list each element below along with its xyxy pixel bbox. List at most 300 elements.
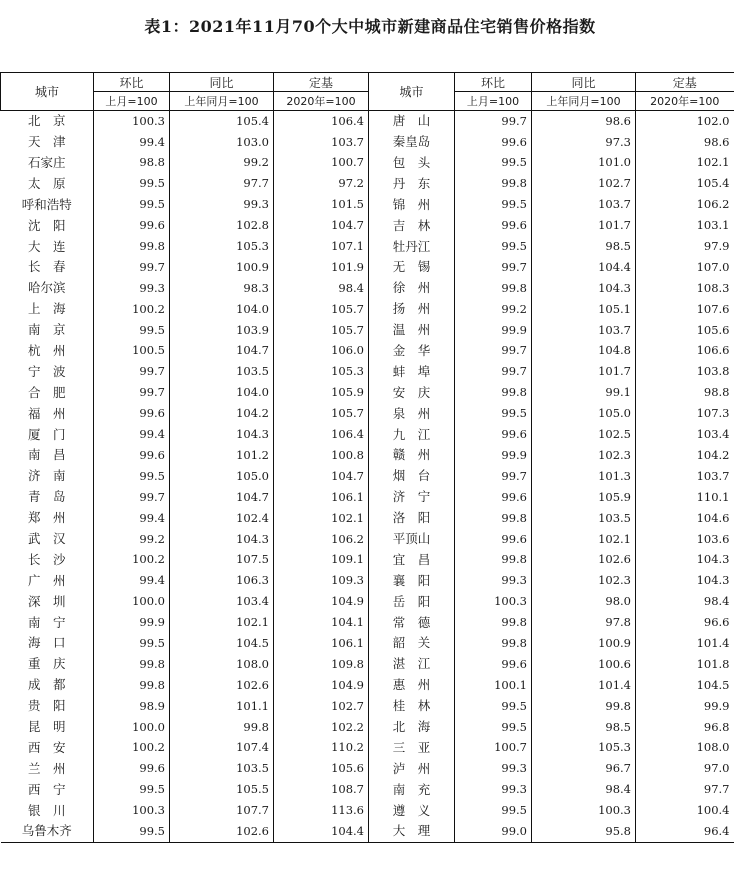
- value-yoy: 100.9: [532, 633, 636, 654]
- value-mom: 99.7: [94, 487, 170, 508]
- value-mom: 99.6: [94, 445, 170, 466]
- value-base: 104.7: [274, 466, 369, 487]
- value-base: 109.8: [274, 654, 369, 675]
- value-base: 98.6: [636, 132, 734, 153]
- value-base: 109.1: [274, 550, 369, 571]
- value-base: 102.0: [636, 111, 734, 132]
- city-name: 大 连: [27, 238, 66, 254]
- value-mom: 99.5: [94, 466, 170, 487]
- value-yoy: 96.7: [532, 759, 636, 780]
- value-mom: 99.8: [94, 675, 170, 696]
- city-name: 平顶山: [369, 529, 455, 550]
- value-yoy: 107.7: [170, 800, 274, 821]
- value-yoy: 98.3: [170, 278, 274, 299]
- subheader-mom-left: 上月=100: [94, 92, 170, 111]
- value-base: 101.9: [274, 257, 369, 278]
- value-base: 104.3: [636, 550, 734, 571]
- value-yoy: 103.7: [532, 195, 636, 216]
- table-row: [1, 821, 734, 842]
- value-base: 97.2: [274, 174, 369, 195]
- value-yoy: 102.3: [532, 445, 636, 466]
- value-base: 103.8: [636, 362, 734, 383]
- value-base: 107.0: [636, 257, 734, 278]
- value-mom: 100.3: [455, 591, 532, 612]
- value-yoy: 102.5: [532, 424, 636, 445]
- city-name: 南 京: [27, 322, 66, 338]
- city-name: 海 口: [27, 635, 66, 651]
- city-name: 呼和浩特: [21, 196, 72, 212]
- value-yoy: 99.3: [170, 195, 274, 216]
- city-name: 南 宁: [27, 614, 66, 630]
- value-base: 106.4: [274, 424, 369, 445]
- value-yoy: 103.9: [170, 320, 274, 341]
- city-name: 合 肥: [27, 384, 66, 400]
- header-yoy-right: 同比: [532, 73, 636, 92]
- value-mom: 99.8: [455, 383, 532, 404]
- city-name: 遵 义: [369, 800, 455, 821]
- value-mom: 99.5: [94, 195, 170, 216]
- value-mom: 99.3: [455, 780, 532, 801]
- value-mom: 99.5: [94, 821, 170, 842]
- value-yoy: 99.1: [532, 383, 636, 404]
- value-yoy: 105.4: [170, 111, 274, 132]
- table-row: [1, 278, 734, 299]
- value-yoy: 100.6: [532, 654, 636, 675]
- value-mom: 99.8: [455, 174, 532, 195]
- value-yoy: 104.4: [532, 257, 636, 278]
- city-name: 襄 阳: [369, 571, 455, 592]
- table-row: [1, 362, 734, 383]
- value-mom: 98.8: [94, 153, 170, 174]
- city-name: 蚌 埠: [369, 362, 455, 383]
- value-base: 99.9: [636, 696, 734, 717]
- table-row: [1, 571, 734, 592]
- table-row: [1, 550, 734, 571]
- value-mom: 100.5: [94, 341, 170, 362]
- value-mom: 99.3: [455, 571, 532, 592]
- header-city-right: 城市: [369, 73, 455, 111]
- value-yoy: 102.7: [532, 174, 636, 195]
- value-yoy: 105.1: [532, 299, 636, 320]
- value-mom: 99.4: [94, 571, 170, 592]
- value-base: 97.7: [636, 780, 734, 801]
- value-base: 100.8: [274, 445, 369, 466]
- city-name: 赣 州: [369, 445, 455, 466]
- value-yoy: 100.3: [532, 800, 636, 821]
- city-name: 济 南: [27, 468, 66, 484]
- value-base: 98.4: [274, 278, 369, 299]
- value-yoy: 105.0: [170, 466, 274, 487]
- city-name: 西 安: [27, 739, 66, 755]
- value-yoy: 98.0: [532, 591, 636, 612]
- city-name: 韶 关: [369, 633, 455, 654]
- value-yoy: 104.5: [170, 633, 274, 654]
- city-name: 洛 阳: [369, 508, 455, 529]
- table-row: [1, 633, 734, 654]
- value-mom: 100.3: [94, 800, 170, 821]
- value-mom: 99.8: [94, 654, 170, 675]
- city-name: 宜 昌: [369, 550, 455, 571]
- value-mom: 99.6: [94, 403, 170, 424]
- value-mom: 100.2: [94, 738, 170, 759]
- value-mom: 99.7: [455, 362, 532, 383]
- value-base: 101.4: [636, 633, 734, 654]
- table-row: [1, 508, 734, 529]
- value-base: 101.5: [274, 195, 369, 216]
- city-name: 常 德: [369, 612, 455, 633]
- value-mom: 99.2: [94, 529, 170, 550]
- value-mom: 99.6: [455, 487, 532, 508]
- header-city-left: 城市: [1, 73, 94, 111]
- city-name: 长 沙: [27, 551, 66, 567]
- table-row: [1, 320, 734, 341]
- city-name: 扬 州: [369, 299, 455, 320]
- city-name: 武 汉: [27, 531, 66, 546]
- value-mom: 99.5: [94, 780, 170, 801]
- value-mom: 99.6: [455, 424, 532, 445]
- city-name: 兰 州: [27, 760, 66, 776]
- city-name: 唐 山: [369, 111, 455, 132]
- value-yoy: 104.0: [170, 299, 274, 320]
- city-name: 福 州: [27, 405, 66, 421]
- value-base: 106.4: [274, 111, 369, 132]
- value-mom: 99.3: [455, 759, 532, 780]
- city-name: 乌鲁木齐: [1, 821, 94, 842]
- header-yoy-left: 同比: [170, 73, 274, 92]
- city-name: 哈尔滨: [27, 280, 66, 296]
- value-yoy: 98.6: [532, 111, 636, 132]
- value-base: 103.7: [636, 466, 734, 487]
- table-row: [1, 759, 734, 780]
- value-base: 108.7: [274, 780, 369, 801]
- value-yoy: 102.1: [170, 612, 274, 633]
- table-row: [1, 800, 734, 821]
- city-name: 锦 州: [369, 195, 455, 216]
- value-base: 102.1: [636, 153, 734, 174]
- value-yoy: 100.9: [170, 257, 274, 278]
- value-mom: 99.6: [455, 132, 532, 153]
- city-name: 牡丹江: [369, 236, 455, 257]
- value-yoy: 104.0: [170, 383, 274, 404]
- city-name: 郑 州: [27, 510, 66, 526]
- city-name: 昆 明: [27, 719, 66, 735]
- value-base: 96.8: [636, 717, 734, 738]
- table-row: [1, 111, 734, 132]
- value-base: 105.6: [636, 320, 734, 341]
- value-mom: 99.5: [455, 696, 532, 717]
- value-yoy: 101.1: [170, 696, 274, 717]
- value-yoy: 103.7: [532, 320, 636, 341]
- value-base: 103.1: [636, 215, 734, 236]
- city-name: 济 宁: [369, 487, 455, 508]
- city-name: 上 海: [27, 301, 66, 317]
- subheader-base-right: 2020年=100: [636, 92, 734, 111]
- value-base: 104.4: [274, 821, 369, 842]
- value-yoy: 104.7: [170, 487, 274, 508]
- value-base: 105.9: [274, 383, 369, 404]
- value-mom: 100.0: [94, 591, 170, 612]
- value-mom: 98.9: [94, 696, 170, 717]
- city-name: 吉 林: [369, 215, 455, 236]
- table-row: [1, 299, 734, 320]
- value-mom: 99.9: [94, 612, 170, 633]
- header-base-right: 定基: [636, 73, 734, 92]
- city-name: 北 京: [27, 113, 66, 129]
- value-base: 103.6: [636, 529, 734, 550]
- value-base: 97.0: [636, 759, 734, 780]
- value-mom: 99.0: [455, 821, 532, 842]
- value-mom: 99.9: [455, 445, 532, 466]
- value-mom: 99.8: [455, 278, 532, 299]
- table-row: [1, 424, 734, 445]
- city-name: 银 川: [27, 802, 66, 818]
- value-base: 104.6: [636, 508, 734, 529]
- value-mom: 99.8: [94, 236, 170, 257]
- value-mom: 99.4: [94, 132, 170, 153]
- value-base: 106.1: [274, 633, 369, 654]
- value-mom: 99.8: [455, 508, 532, 529]
- value-mom: 100.7: [455, 738, 532, 759]
- value-base: 105.3: [274, 362, 369, 383]
- city-name: 岳 阳: [369, 591, 455, 612]
- value-mom: 99.6: [94, 759, 170, 780]
- value-mom: 99.7: [455, 111, 532, 132]
- city-name: 南 充: [369, 780, 455, 801]
- value-base: 106.0: [274, 341, 369, 362]
- value-base: 106.2: [636, 195, 734, 216]
- value-base: 96.4: [636, 821, 734, 842]
- value-yoy: 104.7: [170, 341, 274, 362]
- table-row: [1, 780, 734, 801]
- city-name: 桂 林: [369, 696, 455, 717]
- value-yoy: 105.5: [170, 780, 274, 801]
- value-mom: 99.7: [455, 341, 532, 362]
- value-mom: 99.6: [455, 654, 532, 675]
- value-yoy: 97.3: [532, 132, 636, 153]
- value-base: 96.6: [636, 612, 734, 633]
- value-yoy: 105.0: [532, 403, 636, 424]
- value-mom: 100.0: [94, 717, 170, 738]
- value-base: 104.9: [274, 675, 369, 696]
- value-yoy: 103.5: [532, 508, 636, 529]
- value-yoy: 102.3: [532, 571, 636, 592]
- value-yoy: 104.2: [170, 403, 274, 424]
- value-base: 110.1: [636, 487, 734, 508]
- header-base-left: 定基: [274, 73, 369, 92]
- value-mom: 99.5: [455, 236, 532, 257]
- table-row: [1, 717, 734, 738]
- city-name: 长 春: [27, 259, 66, 275]
- value-yoy: 103.5: [170, 362, 274, 383]
- value-yoy: 105.9: [532, 487, 636, 508]
- city-name: 贵 阳: [27, 698, 66, 714]
- value-yoy: 99.2: [170, 153, 274, 174]
- table-row: [1, 675, 734, 696]
- value-mom: 99.4: [94, 508, 170, 529]
- city-name: 天 津: [27, 134, 66, 150]
- table-row: [1, 132, 734, 153]
- value-mom: 99.5: [455, 403, 532, 424]
- value-base: 104.9: [274, 591, 369, 612]
- subheader-base-left: 2020年=100: [274, 92, 369, 111]
- table-row: [1, 215, 734, 236]
- city-name: 成 都: [27, 677, 66, 693]
- city-name: 丹 东: [369, 174, 455, 195]
- value-base: 103.4: [636, 424, 734, 445]
- table-row: [1, 257, 734, 278]
- value-yoy: 104.3: [532, 278, 636, 299]
- table-row: [1, 654, 734, 675]
- value-yoy: 101.7: [532, 362, 636, 383]
- value-base: 104.2: [636, 445, 734, 466]
- value-base: 98.8: [636, 383, 734, 404]
- city-name: 深 圳: [27, 593, 66, 609]
- value-yoy: 102.6: [170, 821, 274, 842]
- value-base: 107.6: [636, 299, 734, 320]
- value-yoy: 99.8: [170, 717, 274, 738]
- city-name: 杭 州: [27, 342, 66, 358]
- value-mom: 100.2: [94, 299, 170, 320]
- table-row: [1, 738, 734, 759]
- value-base: 104.5: [636, 675, 734, 696]
- city-name: 太 原: [27, 175, 66, 191]
- value-yoy: 103.4: [170, 591, 274, 612]
- value-yoy: 101.4: [532, 675, 636, 696]
- city-name: 徐 州: [369, 278, 455, 299]
- value-mom: 99.9: [455, 320, 532, 341]
- table-title: 表1：2021年11月70个大中城市新建商品住宅销售价格指数: [144, 17, 596, 36]
- value-base: 104.1: [274, 612, 369, 633]
- value-base: 102.2: [274, 717, 369, 738]
- city-name: 九 江: [369, 424, 455, 445]
- value-mom: 99.7: [455, 257, 532, 278]
- value-base: 109.3: [274, 571, 369, 592]
- city-name: 湛 江: [369, 654, 455, 675]
- table-row: [1, 195, 734, 216]
- value-mom: 99.6: [455, 529, 532, 550]
- value-mom: 99.3: [94, 278, 170, 299]
- value-base: 105.7: [274, 403, 369, 424]
- table-row: [1, 591, 734, 612]
- city-name: 烟 台: [369, 466, 455, 487]
- table-row: [1, 153, 734, 174]
- table-row: [1, 341, 734, 362]
- value-base: 106.6: [636, 341, 734, 362]
- value-yoy: 101.0: [532, 153, 636, 174]
- value-base: 102.7: [274, 696, 369, 717]
- city-name: 大 理: [369, 821, 455, 842]
- value-yoy: 104.3: [170, 529, 274, 550]
- value-yoy: 105.3: [532, 738, 636, 759]
- header-mom-left: 环比: [94, 73, 170, 92]
- subheader-yoy-right: 上年同月=100: [532, 92, 636, 111]
- value-mom: 99.5: [94, 633, 170, 654]
- value-mom: 99.7: [455, 466, 532, 487]
- value-mom: 99.6: [455, 215, 532, 236]
- value-mom: 99.8: [455, 633, 532, 654]
- city-name: 惠 州: [369, 675, 455, 696]
- header-mom-right: 环比: [455, 73, 532, 92]
- value-mom: 100.2: [94, 550, 170, 571]
- value-mom: 99.4: [94, 424, 170, 445]
- value-yoy: 107.4: [170, 738, 274, 759]
- city-name: 秦皇岛: [369, 132, 455, 153]
- value-mom: 99.5: [455, 153, 532, 174]
- value-yoy: 102.8: [170, 215, 274, 236]
- city-name: 重 庆: [27, 656, 66, 672]
- value-yoy: 104.8: [532, 341, 636, 362]
- value-base: 106.2: [274, 529, 369, 550]
- city-name: 安 庆: [369, 383, 455, 404]
- value-base: 105.6: [274, 759, 369, 780]
- value-base: 107.3: [636, 403, 734, 424]
- value-yoy: 95.8: [532, 821, 636, 842]
- city-name: 石家庄: [27, 154, 66, 170]
- value-yoy: 101.7: [532, 215, 636, 236]
- value-base: 106.1: [274, 487, 369, 508]
- value-base: 102.1: [274, 508, 369, 529]
- value-yoy: 98.4: [532, 780, 636, 801]
- city-name: 青 岛: [27, 489, 66, 505]
- value-base: 98.4: [636, 591, 734, 612]
- value-mom: 99.8: [455, 550, 532, 571]
- value-base: 107.1: [274, 236, 369, 257]
- value-mom: 99.2: [455, 299, 532, 320]
- value-yoy: 98.5: [532, 236, 636, 257]
- city-name: 宁 波: [27, 363, 66, 379]
- city-name: 无 锡: [369, 257, 455, 278]
- table-row: [1, 445, 734, 466]
- table-row: [1, 696, 734, 717]
- value-mom: 99.7: [94, 383, 170, 404]
- value-base: 113.6: [274, 800, 369, 821]
- value-mom: 99.5: [455, 800, 532, 821]
- table-row: [1, 383, 734, 404]
- table-row: [1, 174, 734, 195]
- value-yoy: 108.0: [170, 654, 274, 675]
- city-name: 金 华: [369, 341, 455, 362]
- table-row: [1, 487, 734, 508]
- value-yoy: 102.4: [170, 508, 274, 529]
- value-yoy: 102.6: [532, 550, 636, 571]
- subheader-mom-right: 上月=100: [455, 92, 532, 111]
- value-base: 101.8: [636, 654, 734, 675]
- value-base: 105.7: [274, 320, 369, 341]
- value-mom: 99.5: [94, 174, 170, 195]
- value-base: 103.7: [274, 132, 369, 153]
- value-mom: 99.6: [94, 215, 170, 236]
- value-yoy: 105.3: [170, 236, 274, 257]
- value-base: 104.3: [636, 571, 734, 592]
- value-base: 97.9: [636, 236, 734, 257]
- city-name: 泉 州: [369, 403, 455, 424]
- table-body: [1, 111, 734, 843]
- value-mom: 100.3: [94, 111, 170, 132]
- value-yoy: 107.5: [170, 550, 274, 571]
- value-yoy: 103.5: [170, 759, 274, 780]
- subheader-yoy-left: 上年同月=100: [170, 92, 274, 111]
- value-base: 108.0: [636, 738, 734, 759]
- value-base: 105.7: [274, 299, 369, 320]
- value-base: 100.4: [636, 800, 734, 821]
- value-yoy: 102.6: [170, 675, 274, 696]
- city-name: 温 州: [369, 320, 455, 341]
- city-name: 沈 阳: [27, 217, 66, 233]
- value-base: 110.2: [274, 738, 369, 759]
- city-name: 北 海: [369, 717, 455, 738]
- value-mom: 99.5: [455, 717, 532, 738]
- value-yoy: 106.3: [170, 571, 274, 592]
